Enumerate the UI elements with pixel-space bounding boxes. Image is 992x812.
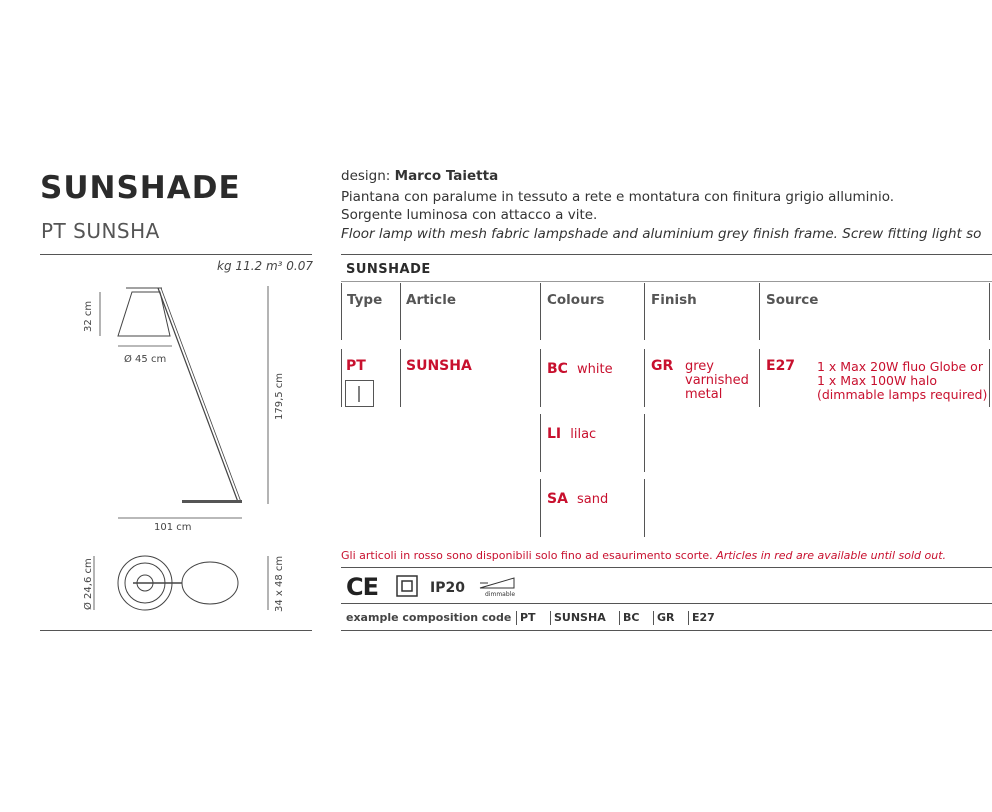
designer-name: Marco Taietta (394, 168, 499, 184)
composition-bottom-rule (341, 630, 992, 631)
composition-label: example composition code (346, 611, 512, 624)
ce-mark-icon: CE (346, 573, 379, 601)
source-line: 1 x Max 20W fluo Globe or (817, 359, 983, 374)
source-code: E27 (766, 358, 796, 374)
colour-row (547, 423, 596, 442)
dimmable-icon (478, 576, 518, 590)
header-divider (341, 283, 342, 340)
design-credit (341, 168, 498, 184)
colour-row (547, 488, 608, 507)
table-title: SUNSHADE (346, 262, 431, 277)
row-divider (644, 414, 645, 472)
design-label: design: (341, 168, 391, 184)
note-it: Gli articoli in rosso sono disponibili solo fino ad esaurimento scorte. (341, 549, 713, 562)
header-source: Source (766, 292, 819, 308)
header-article: Article (406, 292, 456, 308)
article-code: SUNSHA (406, 358, 472, 374)
source-description (817, 360, 987, 402)
header-divider (989, 283, 990, 340)
note-en: Articles in red are available until sold out. (716, 549, 947, 562)
colour-code: SA (547, 491, 568, 507)
row-divider (540, 479, 541, 537)
row-divider (644, 479, 645, 537)
colour-code: BC (547, 361, 568, 377)
finish-line: grey (685, 359, 715, 374)
total-height-label: 179,5 cm (274, 372, 285, 420)
colour-name: sand (577, 492, 609, 507)
row-divider (759, 349, 760, 407)
composition-code-colour: BC (619, 611, 639, 625)
dimmable-label: dimmable (485, 591, 516, 598)
row-divider (400, 349, 401, 407)
composition-code-type: PT (516, 611, 536, 625)
header-divider (400, 283, 401, 340)
shade-diameter-label: Ø 45 cm (124, 354, 167, 365)
composition-code-source: E27 (688, 611, 715, 625)
colour-row (547, 358, 613, 377)
colour-name: lilac (570, 427, 597, 442)
header-colours: Colours (547, 292, 605, 308)
base-size-label: 34 x 48 cm (274, 555, 285, 612)
description-it-2: Sorgente luminosa con attacco a vite. (341, 207, 598, 223)
type-code: PT (346, 358, 366, 374)
table-header-rule (341, 281, 992, 282)
composition-top-rule (341, 603, 992, 604)
ip-rating: IP20 (430, 580, 465, 596)
source-line: 1 x Max 100W halo (817, 373, 938, 388)
certs-top-rule (341, 567, 992, 568)
header-finish: Finish (651, 292, 697, 308)
header-divider (540, 283, 541, 340)
left-bottom-divider (40, 630, 312, 631)
weight-volume: kg 11.2 m³ 0.07 (217, 259, 313, 273)
header-divider (644, 283, 645, 340)
finish-code: GR (651, 358, 674, 374)
row-divider (644, 349, 645, 407)
header-divider (759, 283, 760, 340)
row-divider (540, 414, 541, 472)
product-title: SUNSHADE (40, 170, 241, 206)
class-ii-icon (396, 575, 418, 597)
colour-name: white (577, 362, 613, 377)
finish-line: metal (685, 387, 723, 402)
floor-lamp-icon (345, 380, 375, 408)
shade-height-label: 32 cm (83, 300, 94, 332)
source-line: (dimmable lamps required) (817, 387, 988, 402)
row-divider (989, 349, 990, 407)
row-divider (540, 349, 541, 407)
colour-code: LI (547, 426, 562, 442)
title-divider (40, 254, 312, 255)
finish-line: varnished (685, 373, 749, 388)
availability-note (341, 549, 946, 562)
finish-description (685, 360, 749, 402)
total-width-label: 101 cm (154, 522, 192, 533)
base-diameter-label: Ø 24,6 cm (83, 558, 94, 610)
composition-code-finish: GR (653, 611, 675, 625)
row-divider (341, 349, 342, 407)
description-it-1: Piantana con paralume in tessuto a rete e montatura con finitura grigio alluminio. (341, 189, 895, 205)
product-code: PT SUNSHA (41, 219, 160, 243)
table-top-rule (341, 254, 992, 255)
header-type: Type (347, 292, 383, 308)
composition-code-article: SUNSHA (550, 611, 606, 625)
description-en: Floor lamp with mesh fabric lampshade and aluminium grey finish frame. Screw fitting light so (341, 226, 982, 242)
